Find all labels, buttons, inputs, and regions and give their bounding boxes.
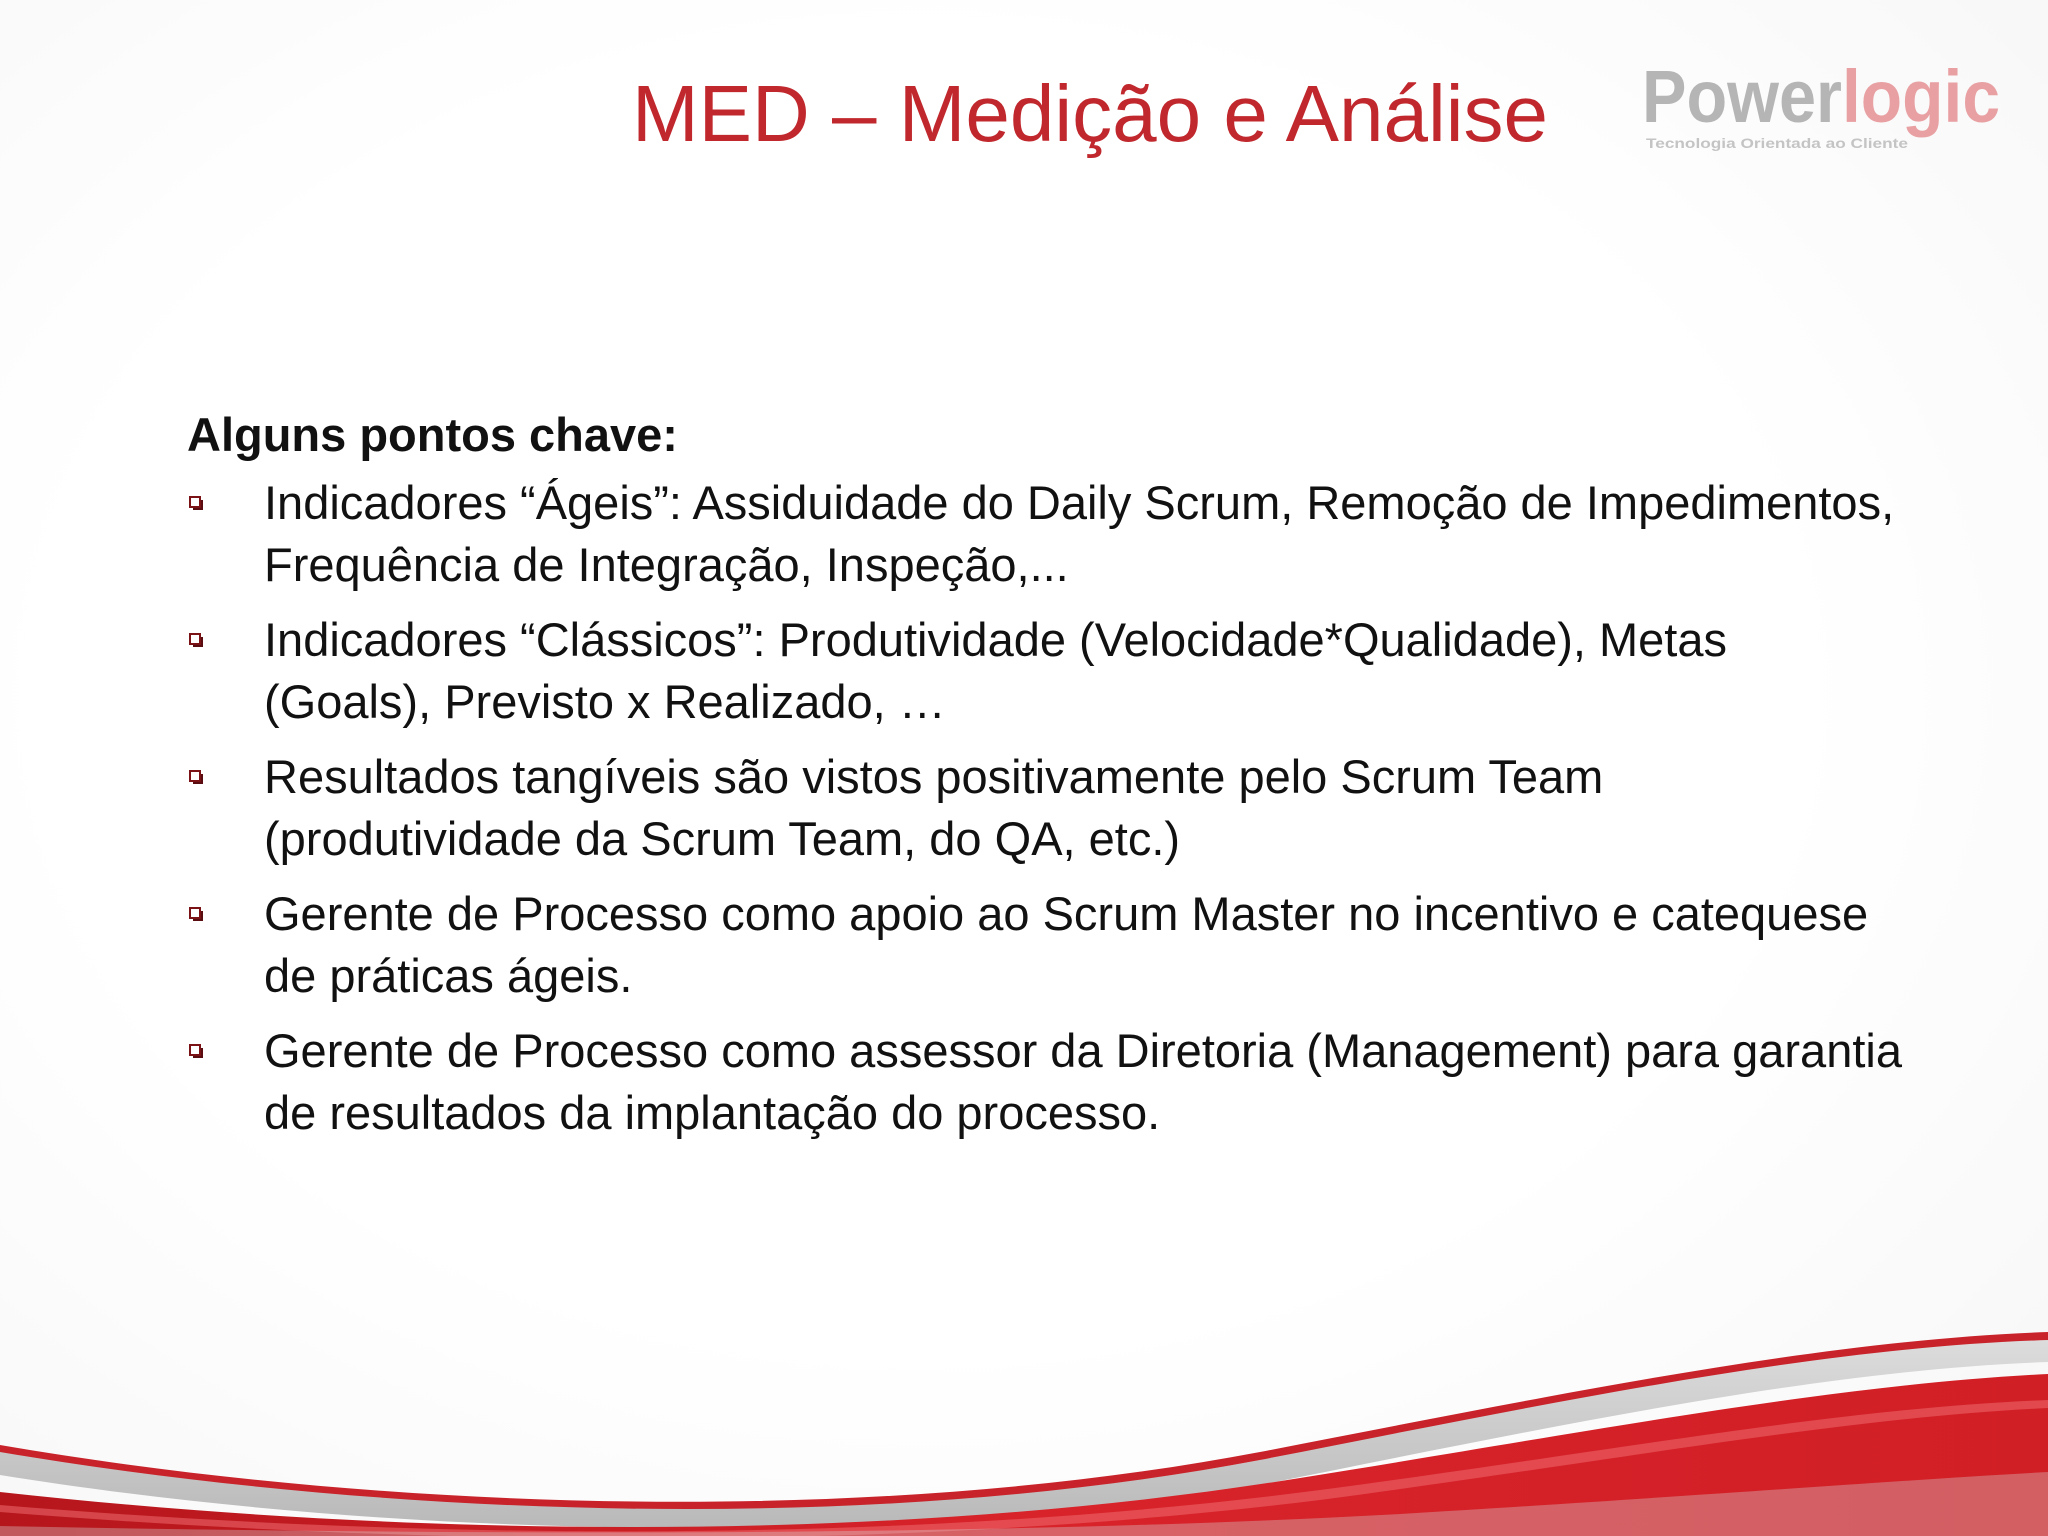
slide-content (187, 404, 1907, 1157)
bullet-item (187, 609, 1907, 733)
bullet-item (187, 746, 1907, 870)
slide-title: MED – Medição e Análise (631, 69, 1548, 158)
red-wave-decoration (0, 1300, 2048, 1536)
bullet-item (187, 472, 1907, 596)
square-bullet-icon (189, 770, 203, 784)
logo-graphic (1640, 50, 2010, 160)
bullet-list (187, 472, 1907, 1144)
bullet-item (187, 1020, 1907, 1144)
square-bullet-icon (189, 633, 203, 647)
bullet-text: Gerente de Processo como assessor da Diretoria (Management) para garantia de resultados da implantação do processo. (264, 1024, 1902, 1139)
logo-wordmark-power: Power (1642, 55, 1842, 138)
bullet-text: Indicadores “Clássicos”: Produtividade (Velocidade*Qualidade), Metas (Goals), Previsto x Realizado, … (264, 613, 1727, 728)
bullet-text: Resultados tangíveis são vistos positivamente pelo Scrum Team (produtividade da Scrum Team, do QA, etc.) (264, 750, 1604, 865)
logo-wordmark-logic: logic (1842, 55, 2000, 138)
bullet-text: Indicadores “Ágeis”: Assiduidade do Daily Scrum, Remoção de Impedimentos, Frequência de Integração, Inspeção,... (264, 476, 1895, 591)
square-bullet-icon (189, 1044, 203, 1058)
square-bullet-icon (189, 907, 203, 921)
intro-heading: Alguns pontos chave: (187, 408, 678, 461)
bullet-item (187, 883, 1907, 1007)
bullet-text: Gerente de Processo como apoio ao Scrum Master no incentivo e catequese de práticas ágeis. (264, 887, 1869, 1002)
logo-tagline: Tecnologia Orientada ao Cliente (1646, 135, 1909, 151)
powerlogic-logo (1640, 50, 2010, 160)
square-bullet-icon (189, 496, 203, 510)
